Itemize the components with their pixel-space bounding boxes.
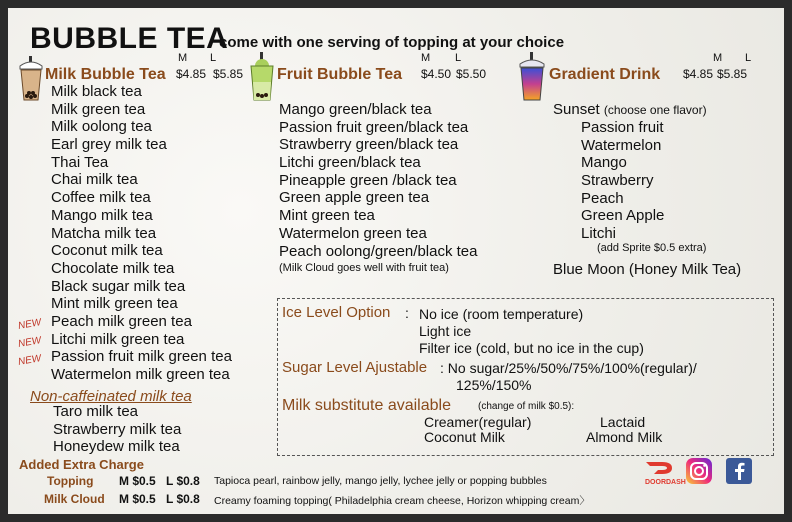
noncaf-title: Non-caffeinated milk tea <box>30 388 192 405</box>
new-badge: NEW <box>17 353 43 368</box>
list-item: Chai milk tea <box>51 171 138 189</box>
list-item: Peach oolong/green/black tea <box>279 242 478 260</box>
menu-title: BUBBLE TEA <box>30 22 229 55</box>
ice-option: Light ice <box>419 323 472 339</box>
fruit-bubble-tea-title: Fruit Bubble Tea <box>277 66 403 83</box>
gradient-drink-cup-icon <box>518 52 546 102</box>
milk-price-m: $4.85 <box>176 67 207 81</box>
milk-option: Creamer(regular) <box>424 414 532 430</box>
list-item: Strawberry <box>581 172 654 190</box>
doordash-label: DOORDASH <box>645 479 686 486</box>
sugar-options-cont: 125%/150% <box>456 377 532 393</box>
milk-size-m: M <box>178 52 188 64</box>
list-item: Mango milk tea <box>51 206 153 224</box>
milk-cloud-price-m: M $0.5 <box>119 492 156 506</box>
gradient-price-l: $5.85 <box>717 67 748 81</box>
sunset-heading <box>553 101 707 119</box>
milk-cloud-label: Milk Cloud <box>44 492 105 506</box>
list-item: Strawberry milk tea <box>53 420 182 438</box>
list-item: Mango green/black tea <box>279 101 432 118</box>
list-item: Passion fruit green/black tea <box>279 118 469 136</box>
list-item: Watermelon milk green tea <box>51 366 230 383</box>
milk-option: Almond Milk <box>586 429 663 445</box>
list-item: Litchi <box>581 225 617 243</box>
milk-price-l: $5.85 <box>213 67 244 81</box>
sunset-label: Sunset <box>553 101 600 118</box>
list-item: Passion fruit <box>581 119 664 136</box>
instagram-icon[interactable] <box>685 457 713 485</box>
list-item: Watermelon <box>581 136 662 154</box>
list-item: Chocolate milk tea <box>51 259 175 277</box>
topping-label: Topping <box>47 474 94 488</box>
gradient-size-l: L <box>745 52 752 64</box>
list-item: Green Apple <box>581 207 665 225</box>
milk-tea-cup-icon <box>18 56 44 102</box>
ice-colon: : <box>405 305 409 321</box>
list-item: Peach <box>581 189 624 207</box>
milk-substitute-label: Milk substitute available <box>282 397 451 414</box>
fruit-tea-list <box>279 101 477 278</box>
list-item: Strawberry green/black tea <box>279 136 459 154</box>
gradient-drink-title: Gradient Drink <box>549 66 661 83</box>
list-item: Mint green tea <box>279 207 375 225</box>
list-item: Coffee milk tea <box>51 189 151 207</box>
fruit-size-m: M <box>421 52 431 64</box>
topping-price-m: M $0.5 <box>119 474 156 488</box>
list-item: Mint milk green tea <box>51 295 178 313</box>
milk-size-l: L <box>210 52 217 64</box>
gradient-price-m: $4.85 <box>683 67 714 81</box>
sunset-note: (choose one flavor) <box>603 103 707 117</box>
list-item: Matcha milk tea <box>51 224 157 242</box>
facebook-icon[interactable] <box>725 457 753 485</box>
list-item: Milk black tea <box>51 83 142 100</box>
milk-option: Lactaid <box>600 414 646 430</box>
fruit-note: (Milk Cloud goes well with fruit tea) <box>279 262 449 275</box>
list-item: Taro milk tea <box>53 403 139 420</box>
extra-charge-title: Added Extra Charge <box>19 457 144 472</box>
list-item: Thai Tea <box>51 153 109 171</box>
list-item: Honeydew milk tea <box>53 438 180 456</box>
sugar-level-label: Sugar Level Ajustable <box>282 359 428 376</box>
list-item: Green apple green tea <box>279 189 430 207</box>
list-item: Litchi milk green tea <box>51 330 185 348</box>
blue-moon-item: Blue Moon (Honey Milk Tea) <box>553 261 742 278</box>
doordash-icon[interactable] <box>644 458 674 476</box>
list-item: Milk green tea <box>51 100 146 118</box>
list-item: Pineapple green /black tea <box>279 171 457 189</box>
milk-substitute-note: (change of milk $0.5): <box>478 401 575 412</box>
ice-option: Filter ice (cold, but no ice in the cup) <box>419 340 644 356</box>
ice-option: No ice (room temperature) <box>419 306 584 322</box>
milk-cloud-price-l: L $0.8 <box>166 492 200 506</box>
sunset-flavor-list <box>581 119 664 243</box>
noncaf-list <box>53 403 181 456</box>
new-badge: NEW <box>17 317 43 332</box>
list-item: Passion fruit milk green tea <box>51 348 232 366</box>
list-item: Watermelon green tea <box>279 224 427 242</box>
fruit-size-l: L <box>455 52 462 64</box>
menu-subtitle: come with one serving of topping at your choice <box>219 34 565 51</box>
list-item: Earl grey milk tea <box>51 136 167 154</box>
topping-price-l: L $0.8 <box>166 474 200 488</box>
new-badge: NEW <box>17 335 43 350</box>
milk-bubble-tea-title: Milk Bubble Tea <box>45 66 166 83</box>
list-item: Litchi green/black tea <box>279 154 421 172</box>
milk-cloud-description: Creamy foaming topping( Philadelphia cream cheese, Horizon whipping cream〉 <box>214 495 590 507</box>
menu-board <box>8 8 784 514</box>
fruit-price-l: $5.50 <box>456 67 487 81</box>
sprite-note: (add Sprite $0.5 extra) <box>597 242 707 254</box>
milk-option: Coconut Milk <box>424 429 505 445</box>
list-item: Coconut milk tea <box>51 242 163 260</box>
list-item: Peach milk green tea <box>51 312 192 330</box>
sugar-options: : No sugar/25%/50%/75%/100%(regular)/ <box>440 360 697 376</box>
fruit-price-m: $4.50 <box>421 67 452 81</box>
list-item: Black sugar milk tea <box>51 277 186 295</box>
list-item: Mango <box>581 154 627 172</box>
milk-tea-list <box>51 83 232 384</box>
topping-description: Tapioca pearl, rainbow jelly, mango jelly, lychee jelly or popping bubbles <box>214 475 547 487</box>
ice-level-label: Ice Level Option <box>282 304 391 321</box>
fruit-tea-cup-icon <box>248 52 276 102</box>
list-item: Milk oolong tea <box>51 118 152 136</box>
gradient-size-m: M <box>713 52 723 64</box>
